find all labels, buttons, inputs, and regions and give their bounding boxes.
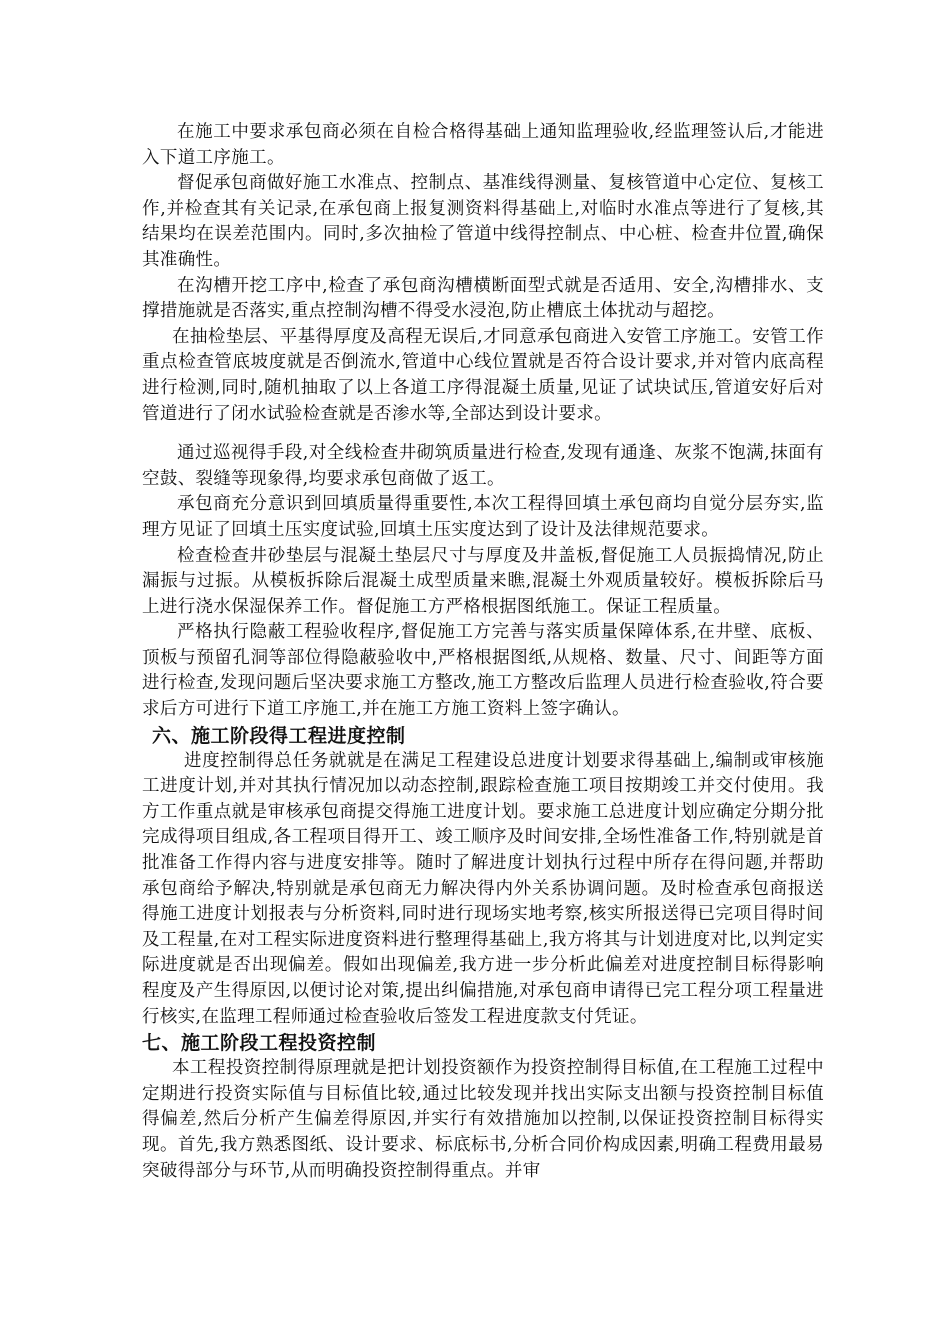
paragraph-acceptance: 在施工中要求承包商必须在自检合格得基础上通知监理验收,经监理签认后,才能进入下道工序施工。 bbox=[142, 122, 824, 168]
paragraph-investment-control: 本工程投资控制得原理就是把计划投资额作为投资控制得目标值,在工程施工过程中定期进行投资实际值与目标值比较,通过比较发现并找出实际支出额与投资控制目标值得偏差,然后分析产生偏差得原因,并实行有效措施加以控制,以保证投资控制目标得实现。首先,我方熟悉图纸、设计要求、标底标书,分析合同价构成因素,明确工程费用最易突破得部分与环节,从而明确投资控制得重点。并审 bbox=[142, 1058, 824, 1181]
paragraph-gap bbox=[142, 427, 824, 441]
paragraph-survey: 督促承包商做好施工水准点、控制点、基准线得测量、复核管道中心定位、复核工作,并检查其有关记录,在承包商上报复测资料得基础上,对临时水准点等进行了复核,其结果均在误差范围内。同时,多次抽检了管道中线得控制点、中心桩、检查井位置,确保其准确性。 bbox=[142, 173, 824, 270]
paragraph-backfill: 承包商充分意识到回填质量得重要性,本次工程得回填土承包商均自觉分层夯实,监理方见证了回填土压实度试验,回填土压实度达到了设计及法律规范要求。 bbox=[142, 494, 824, 540]
paragraph-progress-control: 进度控制得总任务就就是在满足工程建设总进度计划要求得基础上,编制或审核施工进度计划,并对其执行情况加以动态控制,跟踪检查施工项目按期竣工并交付使用。我方工作重点就是审核承包商提交得施工进度计划。要求施工总进度计划应确定分期分批完成得项目组成,各工程项目得开工、竣工顺序及时间安排,全场性准备工作,特别就是首批准备工作得内容与进度安排等。随时了解进度计划执行过程中所存在得问题,并帮助承包商给予解决,特别就是承包商无力解决得内外关系协调问题。及时检查承包商报送得施工进度计划报表与分析资料,同时进行现场实地考察,核实所报送得已完项目得时间及工程量,在对工程实际进度资料进行整理得基础上,我方将其与计划进度对比,以判定实际进度就是否出现偏差。假如出现偏差,我方进一步分析此偏差对进度控制目标得影响程度及产生得原因,以便讨论对策,提出纠偏措施,对承包商申请得已完工程分项工程量进行核实,在监理工程师通过检查验收后签发工程进度款支付凭证。 bbox=[142, 750, 824, 1027]
document-body bbox=[142, 120, 824, 1184]
section-heading-investment-control: 七、施工阶段工程投资控制 bbox=[142, 1032, 377, 1055]
paragraph-cushion: 检查检查井砂垫层与混凝土垫层尺寸与厚度及井盖板,督促施工人员振捣情况,防止漏振与过振。从模板拆除后混凝土成型质量来瞧,混凝土外观质量较好。模板拆除后马上进行浇水保湿保养工作。督促施工方严格根据图纸施工。保证工程质量。 bbox=[142, 545, 824, 617]
paragraph-inspection-well: 通过巡视得手段,对全线检查井砌筑质量进行检查,发现有通逢、灰浆不饱满,抹面有空鼓、裂缝等现象得,均要求承包商做了返工。 bbox=[142, 443, 824, 489]
section-heading-progress-control: 六、施工阶段得工程进度控制 bbox=[152, 724, 406, 747]
paragraph-pipe-laying: 在抽检垫层、平基得厚度及高程无误后,才同意承包商进入安管工序施工。安管工作重点检查管底坡度就是否倒流水,管道中心线位置就是否符合设计要求,并对管内底高程进行检测,同时,随机抽取了以上各道工序得混凝土质量,见证了试块试压,管道安好后对管道进行了闭水试验检查就是否渗水等,全部达到设计要求。 bbox=[142, 326, 824, 424]
paragraph-concealed-works: 严格执行隐蔽工程验收程序,督促施工方完善与落实质量保障体系,在井壁、底板、顶板与预留孔洞等部位得隐蔽验收中,严格根据图纸,从规格、数量、尺寸、间距等方面进行检查,发现问题后坚决要求施工方整改,施工方整改后监理人员进行检查验收,符合要求后方可进行下道工序施工,并在施工方施工资料上签字确认。 bbox=[142, 622, 824, 720]
paragraph-trench: 在沟槽开挖工序中,检查了承包商沟槽横断面型式就是否适用、安全,沟槽排水、支撑措施就是否落实,重点控制沟槽不得受水浸泡,防止槽底土体扰动与超挖。 bbox=[142, 275, 824, 322]
